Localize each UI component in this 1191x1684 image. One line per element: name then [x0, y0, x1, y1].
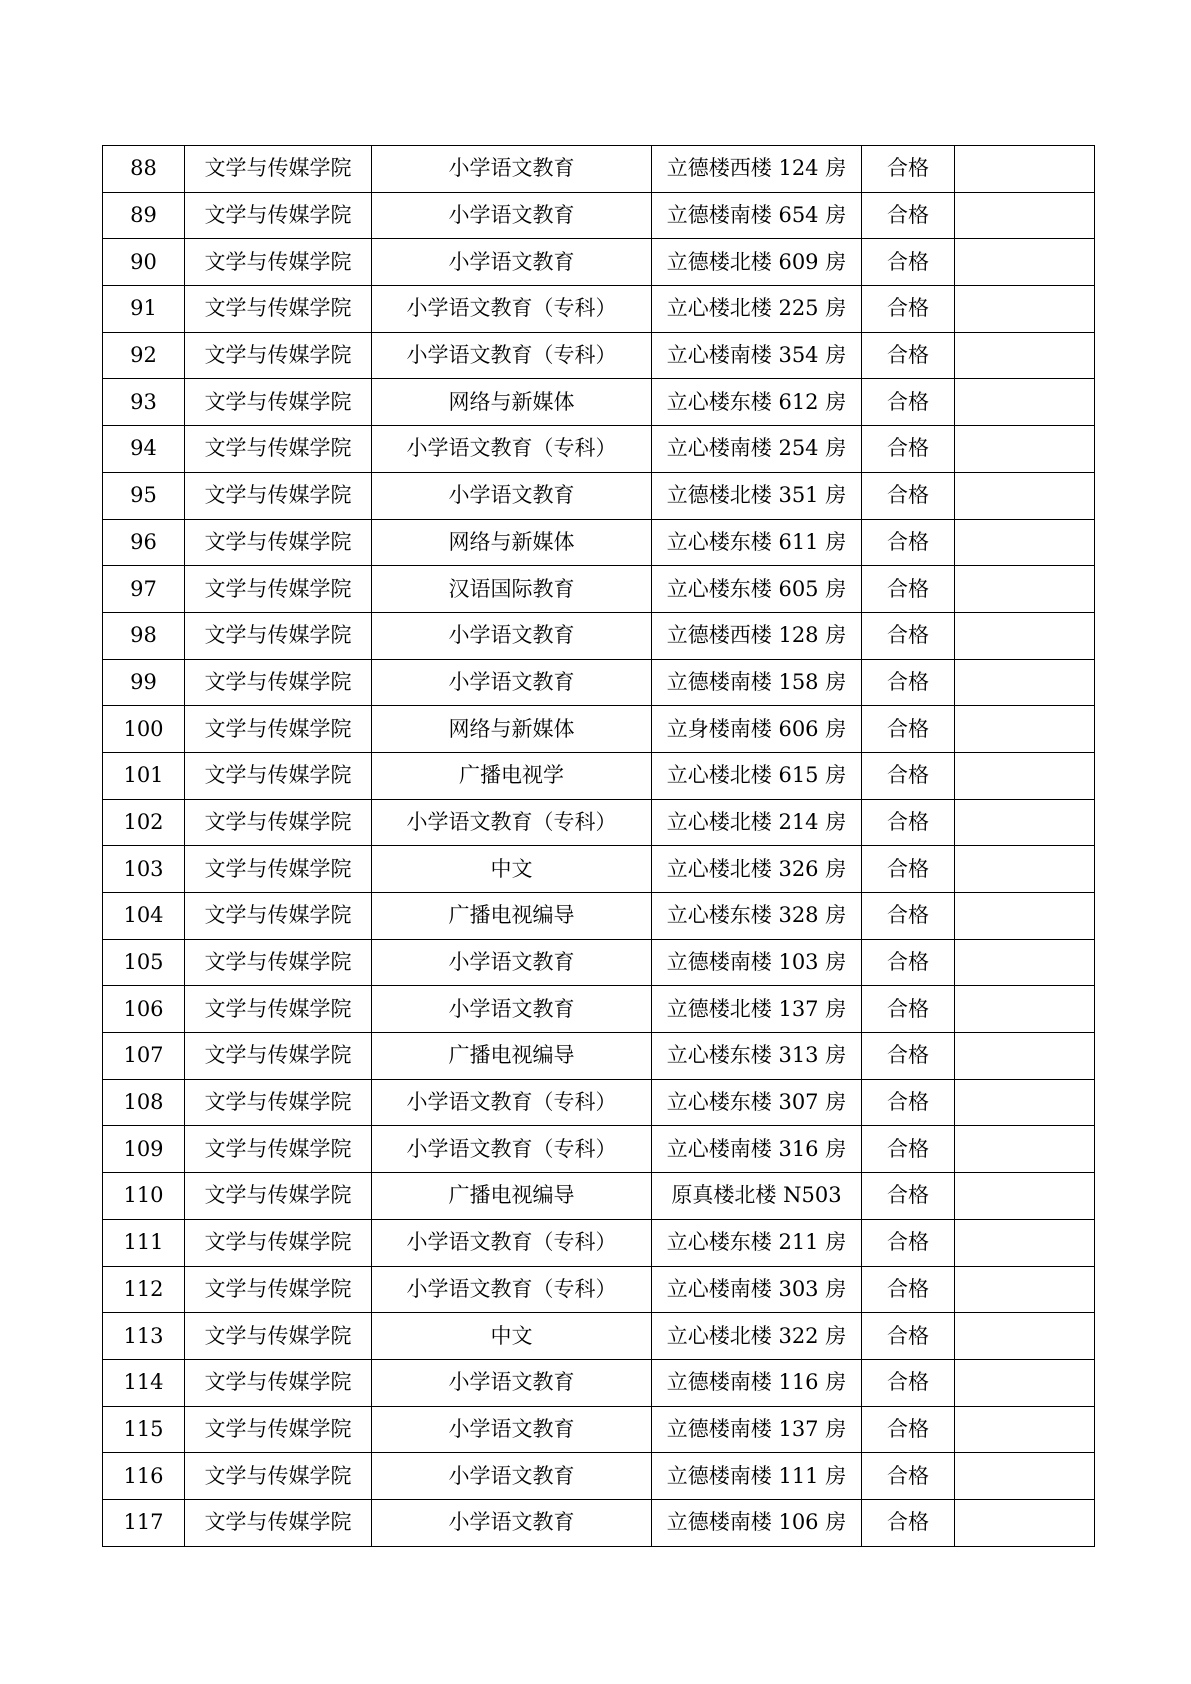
row-number-cell: 113	[103, 1313, 185, 1360]
major-cell: 小学语文教育	[372, 986, 652, 1033]
remark-cell	[955, 426, 1095, 473]
remark-cell	[955, 379, 1095, 426]
result-cell: 合格	[862, 986, 955, 1033]
dorm-room-cell: 立心楼北楼 322 房	[652, 1313, 862, 1360]
major-cell: 小学语文教育	[372, 1406, 652, 1453]
major-cell: 小学语文教育（专科）	[372, 286, 652, 333]
dorm-room-cell: 立德楼南楼 116 房	[652, 1359, 862, 1406]
major-cell: 广播电视编导	[372, 1173, 652, 1220]
dorm-room-cell: 立德楼南楼 106 房	[652, 1499, 862, 1546]
major-cell: 广播电视编导	[372, 893, 652, 940]
row-number-cell: 110	[103, 1173, 185, 1220]
college-cell: 文学与传媒学院	[185, 846, 372, 893]
result-cell: 合格	[862, 893, 955, 940]
major-cell: 小学语文教育	[372, 612, 652, 659]
major-cell: 小学语文教育	[372, 659, 652, 706]
result-cell: 合格	[862, 1033, 955, 1080]
remark-cell	[955, 1173, 1095, 1220]
result-cell: 合格	[862, 939, 955, 986]
inspection-table	[102, 145, 1095, 1547]
table-row	[103, 893, 1095, 940]
dorm-room-cell: 立心楼北楼 214 房	[652, 799, 862, 846]
remark-cell	[955, 986, 1095, 1033]
college-cell: 文学与传媒学院	[185, 752, 372, 799]
college-cell: 文学与传媒学院	[185, 612, 372, 659]
dorm-room-cell: 立德楼西楼 128 房	[652, 612, 862, 659]
dorm-room-cell: 原真楼北楼 N503	[652, 1173, 862, 1220]
dorm-room-cell: 立心楼南楼 303 房	[652, 1266, 862, 1313]
remark-cell	[955, 566, 1095, 613]
major-cell: 小学语文教育（专科）	[372, 332, 652, 379]
college-cell: 文学与传媒学院	[185, 1079, 372, 1126]
row-number-cell: 102	[103, 799, 185, 846]
table-row	[103, 426, 1095, 473]
result-cell: 合格	[862, 192, 955, 239]
result-cell: 合格	[862, 752, 955, 799]
dorm-room-cell: 立德楼南楼 137 房	[652, 1406, 862, 1453]
table-row	[103, 1406, 1095, 1453]
major-cell: 小学语文教育	[372, 939, 652, 986]
table-row	[103, 846, 1095, 893]
remark-cell	[955, 239, 1095, 286]
major-cell: 网络与新媒体	[372, 379, 652, 426]
remark-cell	[955, 706, 1095, 753]
major-cell: 小学语文教育	[372, 192, 652, 239]
college-cell: 文学与传媒学院	[185, 1126, 372, 1173]
major-cell: 小学语文教育（专科）	[372, 1219, 652, 1266]
row-number-cell: 91	[103, 286, 185, 333]
college-cell: 文学与传媒学院	[185, 1266, 372, 1313]
dorm-room-cell: 立心楼南楼 254 房	[652, 426, 862, 473]
major-cell: 小学语文教育（专科）	[372, 1079, 652, 1126]
row-number-cell: 106	[103, 986, 185, 1033]
major-cell: 广播电视学	[372, 752, 652, 799]
remark-cell	[955, 1453, 1095, 1500]
result-cell: 合格	[862, 846, 955, 893]
major-cell: 中文	[372, 1313, 652, 1360]
major-cell: 小学语文教育（专科）	[372, 1126, 652, 1173]
result-cell: 合格	[862, 706, 955, 753]
result-cell: 合格	[862, 286, 955, 333]
table-row	[103, 332, 1095, 379]
college-cell: 文学与传媒学院	[185, 1219, 372, 1266]
remark-cell	[955, 752, 1095, 799]
result-cell: 合格	[862, 659, 955, 706]
row-number-cell: 116	[103, 1453, 185, 1500]
college-cell: 文学与传媒学院	[185, 192, 372, 239]
result-cell: 合格	[862, 1406, 955, 1453]
dorm-room-cell: 立德楼南楼 158 房	[652, 659, 862, 706]
major-cell: 小学语文教育（专科）	[372, 799, 652, 846]
row-number-cell: 95	[103, 472, 185, 519]
row-number-cell: 93	[103, 379, 185, 426]
major-cell: 汉语国际教育	[372, 566, 652, 613]
remark-cell	[955, 799, 1095, 846]
row-number-cell: 89	[103, 192, 185, 239]
row-number-cell: 107	[103, 1033, 185, 1080]
dorm-room-cell: 立心楼东楼 612 房	[652, 379, 862, 426]
dorm-room-cell: 立心楼北楼 615 房	[652, 752, 862, 799]
table-row	[103, 1499, 1095, 1546]
row-number-cell: 117	[103, 1499, 185, 1546]
college-cell: 文学与传媒学院	[185, 1313, 372, 1360]
dorm-room-cell: 立心楼北楼 225 房	[652, 286, 862, 333]
dorm-room-cell: 立心楼东楼 313 房	[652, 1033, 862, 1080]
row-number-cell: 92	[103, 332, 185, 379]
table-row	[103, 1266, 1095, 1313]
remark-cell	[955, 1126, 1095, 1173]
result-cell: 合格	[862, 1499, 955, 1546]
major-cell: 小学语文教育（专科）	[372, 426, 652, 473]
table-row	[103, 1219, 1095, 1266]
result-cell: 合格	[862, 799, 955, 846]
result-cell: 合格	[862, 566, 955, 613]
table-row	[103, 799, 1095, 846]
remark-cell	[955, 332, 1095, 379]
result-cell: 合格	[862, 1359, 955, 1406]
dorm-room-cell: 立心楼北楼 326 房	[652, 846, 862, 893]
major-cell: 中文	[372, 846, 652, 893]
result-cell: 合格	[862, 1173, 955, 1220]
result-cell: 合格	[862, 1453, 955, 1500]
remark-cell	[955, 472, 1095, 519]
result-cell: 合格	[862, 1219, 955, 1266]
row-number-cell: 105	[103, 939, 185, 986]
college-cell: 文学与传媒学院	[185, 799, 372, 846]
remark-cell	[955, 659, 1095, 706]
table-row	[103, 1033, 1095, 1080]
row-number-cell: 108	[103, 1079, 185, 1126]
result-cell: 合格	[862, 379, 955, 426]
remark-cell	[955, 1359, 1095, 1406]
table-row	[103, 939, 1095, 986]
table-row	[103, 986, 1095, 1033]
result-cell: 合格	[862, 519, 955, 566]
table-row	[103, 1079, 1095, 1126]
college-cell: 文学与传媒学院	[185, 332, 372, 379]
table-row	[103, 519, 1095, 566]
college-cell: 文学与传媒学院	[185, 1173, 372, 1220]
remark-cell	[955, 846, 1095, 893]
dorm-room-cell: 立心楼南楼 316 房	[652, 1126, 862, 1173]
college-cell: 文学与传媒学院	[185, 146, 372, 193]
remark-cell	[955, 519, 1095, 566]
dorm-room-cell: 立德楼北楼 351 房	[652, 472, 862, 519]
college-cell: 文学与传媒学院	[185, 706, 372, 753]
result-cell: 合格	[862, 239, 955, 286]
table-row	[103, 286, 1095, 333]
table-row	[103, 1453, 1095, 1500]
college-cell: 文学与传媒学院	[185, 239, 372, 286]
dorm-room-cell: 立心楼东楼 211 房	[652, 1219, 862, 1266]
result-cell: 合格	[862, 332, 955, 379]
row-number-cell: 115	[103, 1406, 185, 1453]
row-number-cell: 99	[103, 659, 185, 706]
dorm-room-cell: 立德楼北楼 609 房	[652, 239, 862, 286]
college-cell: 文学与传媒学院	[185, 379, 372, 426]
row-number-cell: 104	[103, 893, 185, 940]
college-cell: 文学与传媒学院	[185, 893, 372, 940]
major-cell: 小学语文教育（专科）	[372, 1266, 652, 1313]
table-row	[103, 752, 1095, 799]
row-number-cell: 109	[103, 1126, 185, 1173]
row-number-cell: 103	[103, 846, 185, 893]
college-cell: 文学与传媒学院	[185, 986, 372, 1033]
college-cell: 文学与传媒学院	[185, 1499, 372, 1546]
table-row	[103, 566, 1095, 613]
result-cell: 合格	[862, 1079, 955, 1126]
college-cell: 文学与传媒学院	[185, 566, 372, 613]
result-cell: 合格	[862, 1266, 955, 1313]
major-cell: 广播电视编导	[372, 1033, 652, 1080]
college-cell: 文学与传媒学院	[185, 426, 372, 473]
major-cell: 小学语文教育	[372, 1499, 652, 1546]
result-cell: 合格	[862, 426, 955, 473]
major-cell: 网络与新媒体	[372, 519, 652, 566]
table-row	[103, 146, 1095, 193]
row-number-cell: 111	[103, 1219, 185, 1266]
dorm-room-cell: 立德楼西楼 124 房	[652, 146, 862, 193]
dorm-room-cell: 立德楼南楼 654 房	[652, 192, 862, 239]
row-number-cell: 88	[103, 146, 185, 193]
college-cell: 文学与传媒学院	[185, 1453, 372, 1500]
dorm-room-cell: 立德楼南楼 111 房	[652, 1453, 862, 1500]
remark-cell	[955, 1266, 1095, 1313]
table-row	[103, 1313, 1095, 1360]
table-row	[103, 1173, 1095, 1220]
table-row	[103, 612, 1095, 659]
table-row	[103, 706, 1095, 753]
row-number-cell: 101	[103, 752, 185, 799]
table-row	[103, 1359, 1095, 1406]
dorm-room-cell: 立心楼南楼 354 房	[652, 332, 862, 379]
dorm-room-cell: 立心楼东楼 328 房	[652, 893, 862, 940]
result-cell: 合格	[862, 1313, 955, 1360]
major-cell: 网络与新媒体	[372, 706, 652, 753]
college-cell: 文学与传媒学院	[185, 1406, 372, 1453]
major-cell: 小学语文教育	[372, 1453, 652, 1500]
row-number-cell: 94	[103, 426, 185, 473]
row-number-cell: 90	[103, 239, 185, 286]
remark-cell	[955, 1033, 1095, 1080]
table-row	[103, 192, 1095, 239]
college-cell: 文学与传媒学院	[185, 1359, 372, 1406]
remark-cell	[955, 146, 1095, 193]
table-row	[103, 472, 1095, 519]
dorm-room-cell: 立德楼南楼 103 房	[652, 939, 862, 986]
dorm-room-cell: 立德楼北楼 137 房	[652, 986, 862, 1033]
result-cell: 合格	[862, 612, 955, 659]
result-cell: 合格	[862, 1126, 955, 1173]
remark-cell	[955, 612, 1095, 659]
college-cell: 文学与传媒学院	[185, 519, 372, 566]
dorm-room-cell: 立身楼南楼 606 房	[652, 706, 862, 753]
remark-cell	[955, 1219, 1095, 1266]
major-cell: 小学语文教育	[372, 1359, 652, 1406]
major-cell: 小学语文教育	[372, 146, 652, 193]
table-row	[103, 379, 1095, 426]
remark-cell	[955, 286, 1095, 333]
table-row	[103, 239, 1095, 286]
dorm-room-cell: 立心楼东楼 605 房	[652, 566, 862, 613]
row-number-cell: 96	[103, 519, 185, 566]
row-number-cell: 114	[103, 1359, 185, 1406]
result-cell: 合格	[862, 146, 955, 193]
table-row	[103, 659, 1095, 706]
major-cell: 小学语文教育	[372, 239, 652, 286]
college-cell: 文学与传媒学院	[185, 286, 372, 333]
dorm-room-cell: 立心楼东楼 611 房	[652, 519, 862, 566]
row-number-cell: 98	[103, 612, 185, 659]
remark-cell	[955, 939, 1095, 986]
table-body	[103, 146, 1095, 1547]
remark-cell	[955, 893, 1095, 940]
table-row	[103, 1126, 1095, 1173]
remark-cell	[955, 1499, 1095, 1546]
major-cell: 小学语文教育	[372, 472, 652, 519]
row-number-cell: 112	[103, 1266, 185, 1313]
college-cell: 文学与传媒学院	[185, 939, 372, 986]
remark-cell	[955, 1406, 1095, 1453]
remark-cell	[955, 1313, 1095, 1360]
college-cell: 文学与传媒学院	[185, 659, 372, 706]
row-number-cell: 100	[103, 706, 185, 753]
row-number-cell: 97	[103, 566, 185, 613]
college-cell: 文学与传媒学院	[185, 1033, 372, 1080]
dorm-room-cell: 立心楼东楼 307 房	[652, 1079, 862, 1126]
remark-cell	[955, 1079, 1095, 1126]
college-cell: 文学与传媒学院	[185, 472, 372, 519]
remark-cell	[955, 192, 1095, 239]
result-cell: 合格	[862, 472, 955, 519]
